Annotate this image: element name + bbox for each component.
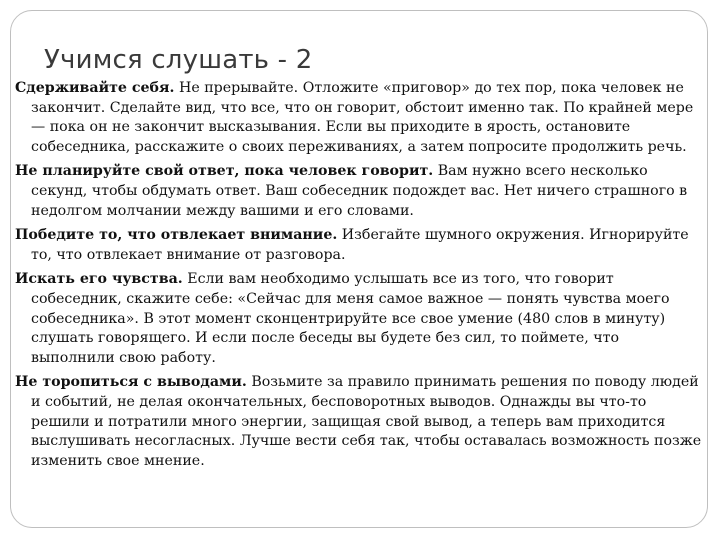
paragraph-text: Если вам необходимо услышать все из того, что говорит собеседник, скажите себе: «Сейчас для меня самое важное — понять чувства моего собеседника». В этот момент сконцентрируйте все свое умение (480 слов в минуту) слушать говорящего. И если после беседы вы будете без сил, то поймете, что выполнили свою работу. bbox=[31, 271, 670, 366]
paragraph-do-not-plan-answer bbox=[15, 162, 705, 221]
paragraph-no-hasty-conclusions bbox=[15, 373, 705, 471]
slide bbox=[10, 10, 708, 528]
paragraph-beat-distractions bbox=[15, 226, 705, 265]
paragraph-lead: Победите то, что отвлекает внимание. bbox=[15, 227, 338, 244]
paragraph-lead: Искать его чувства. bbox=[15, 271, 183, 288]
paragraph-lead: Не планируйте свой ответ, пока человек говорит. bbox=[15, 163, 434, 180]
slide-title: Учимся слушать - 2 bbox=[44, 45, 313, 75]
paragraph-lead: Не торопиться с выводами. bbox=[15, 374, 247, 391]
paragraph-seek-feelings bbox=[15, 270, 705, 368]
paragraph-text: Вам нужно всего несколько секунд, чтобы обдумать ответ. Ваш собеседник подождет вас. Нет ничего страшного в недолгом молчании между вашими и его словами. bbox=[31, 163, 688, 219]
paragraph-text: Возьмите за правило принимать решения по поводу людей и событий, не делая окончательных, бесповоротных выводов. Однажды вы что-то решили и потратили много энергии, защищая свой вывод, а теперь вам приходится выслушивать несогласных. Лучше вести себя так, чтобы оставалась возможность позже изменить свое мнение. bbox=[31, 374, 702, 469]
slide-body bbox=[15, 79, 705, 476]
paragraph-text: Избегайте шумного окружения. Игнорируйте то, что отвлекает внимание от разговора. bbox=[31, 227, 689, 263]
paragraph-lead: Сдерживайте себя. bbox=[15, 80, 175, 96]
paragraph-restrain-yourself bbox=[15, 79, 705, 157]
paragraph-text: Не прерывайте. Отложите «приговор» до тех пор, пока человек не закончит. Сделайте вид, что все, что он говорит, обстоит именно так. По крайней мере — пока он не закончит высказывания. Если вы приходите в ярость, остановите собеседника, расскажите о своих переживаниях, а затем попросите продолжить речь. bbox=[31, 80, 694, 155]
